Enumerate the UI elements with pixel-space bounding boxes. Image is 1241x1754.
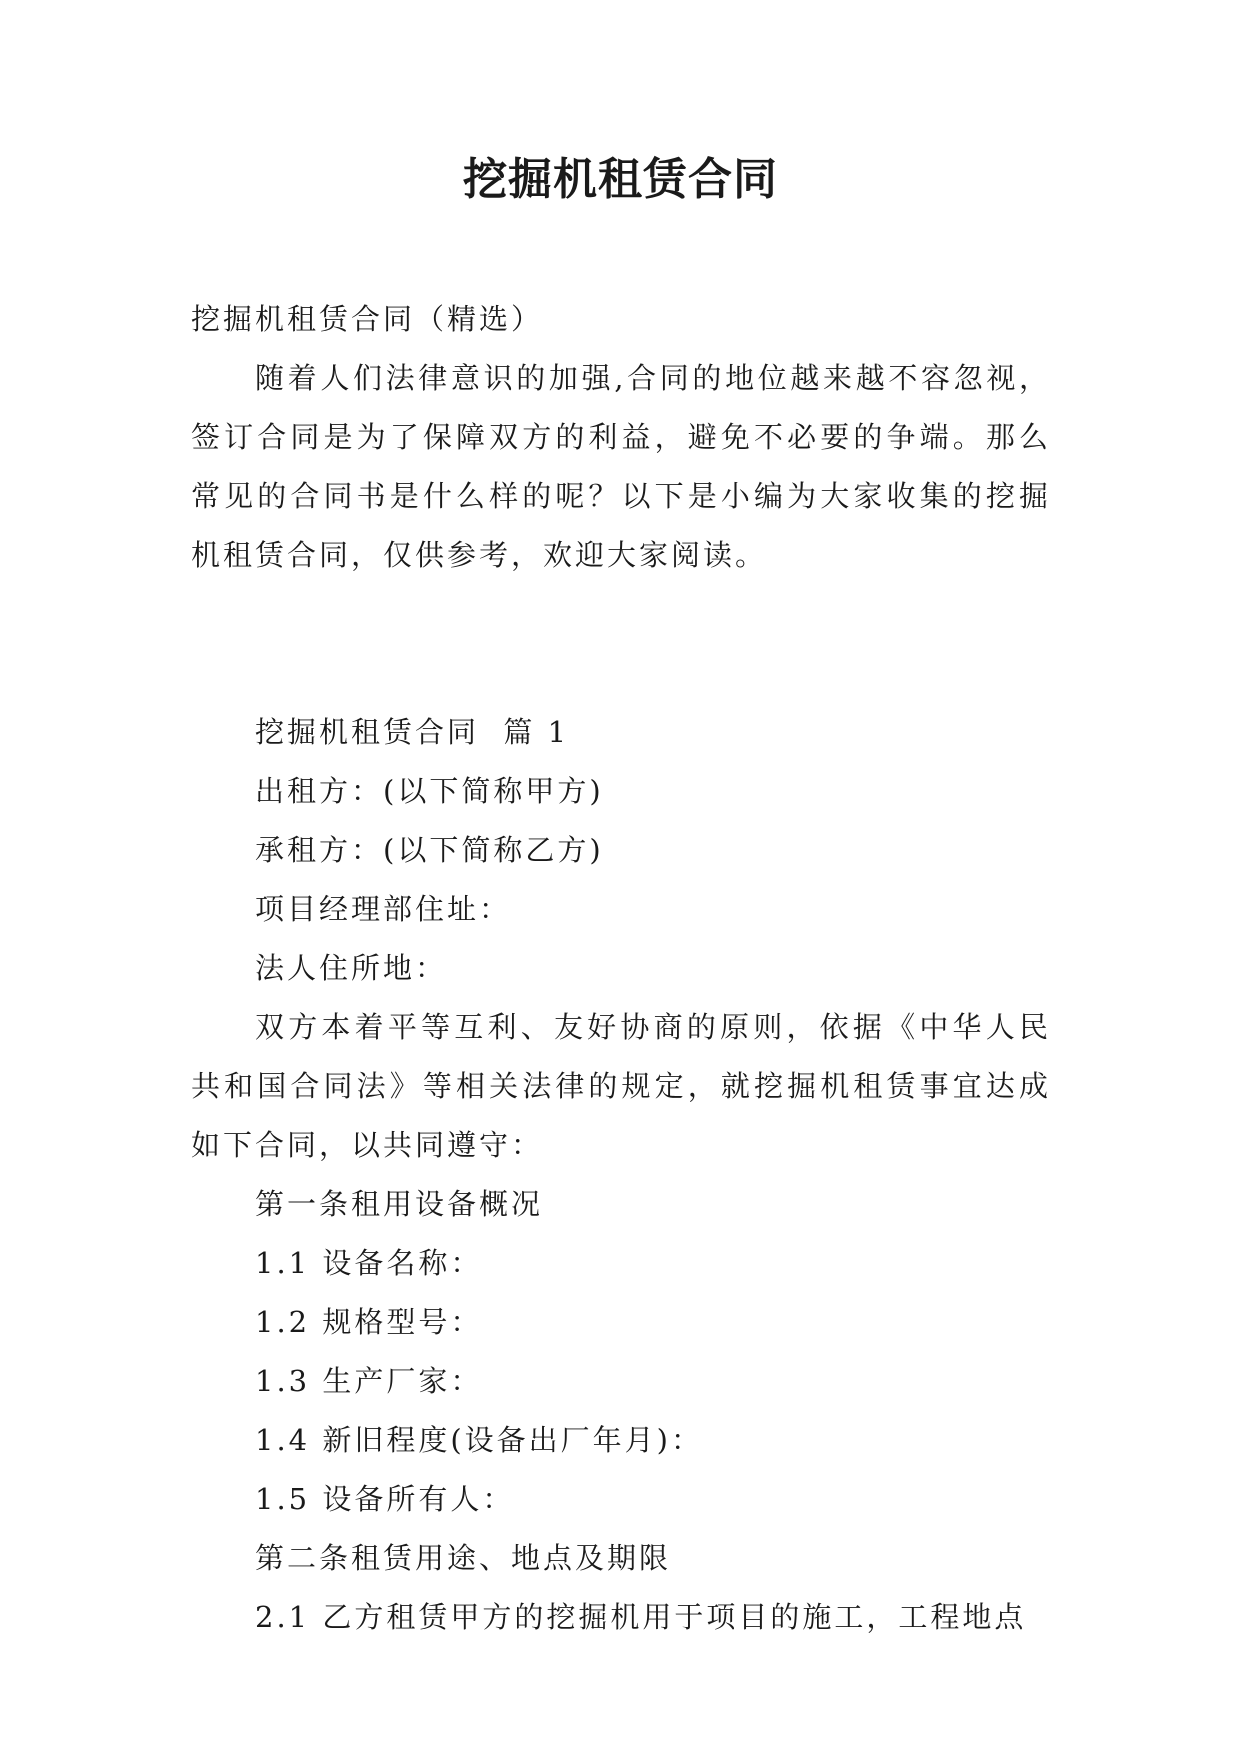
document-title: 挖掘机租赁合同	[463, 154, 778, 205]
lessor-line: 出租方：(以下简称甲方)	[255, 774, 604, 808]
clause-2-1: 2.1 乙方租赁甲方的挖掘机用于项目的施工，工程地点	[255, 1600, 1027, 1634]
intro-paragraph: 随着人们法律意识的加强,合同的地位越来越不容忽视，签订合同是为了保障双方的利益，避免不必要的争端。那么常见的合同书是什么样的呢？以下是小编为大家收集的挖掘机租赁合同，仅供参考，欢迎大家阅读。	[191, 361, 1051, 572]
clause-1-4: 1.4 新旧程度(设备出厂年月)：	[255, 1423, 703, 1457]
project-address-line: 项目经理部住址：	[255, 892, 512, 926]
clause-1-5: 1.5 设备所有人：	[255, 1482, 515, 1516]
legal-domicile-line: 法人住所地：	[255, 951, 448, 985]
paragraph-spacer	[191, 585, 1051, 703]
section-heading: 挖掘机租赁合同 篇 1	[255, 715, 570, 749]
clause-1-2: 1.2 规格型号：	[255, 1305, 483, 1339]
article-2-heading: 第二条租赁用途、地点及期限	[255, 1541, 672, 1575]
agreement-preamble: 双方本着平等互利、友好协商的原则，依据《中华人民共和国合同法》等相关法律的规定，就挖掘机租赁事宜达成如下合同，以共同遵守：	[191, 1010, 1051, 1162]
clause-1-3: 1.3 生产厂家：	[255, 1364, 483, 1398]
document-body	[191, 290, 1051, 1647]
document-subtitle: 挖掘机租赁合同（精选）	[191, 302, 544, 336]
article-1-heading: 第一条租用设备概况	[255, 1187, 544, 1221]
clause-1-1: 1.1 设备名称：	[255, 1246, 483, 1280]
lessee-line: 承租方：(以下简称乙方)	[255, 833, 604, 867]
